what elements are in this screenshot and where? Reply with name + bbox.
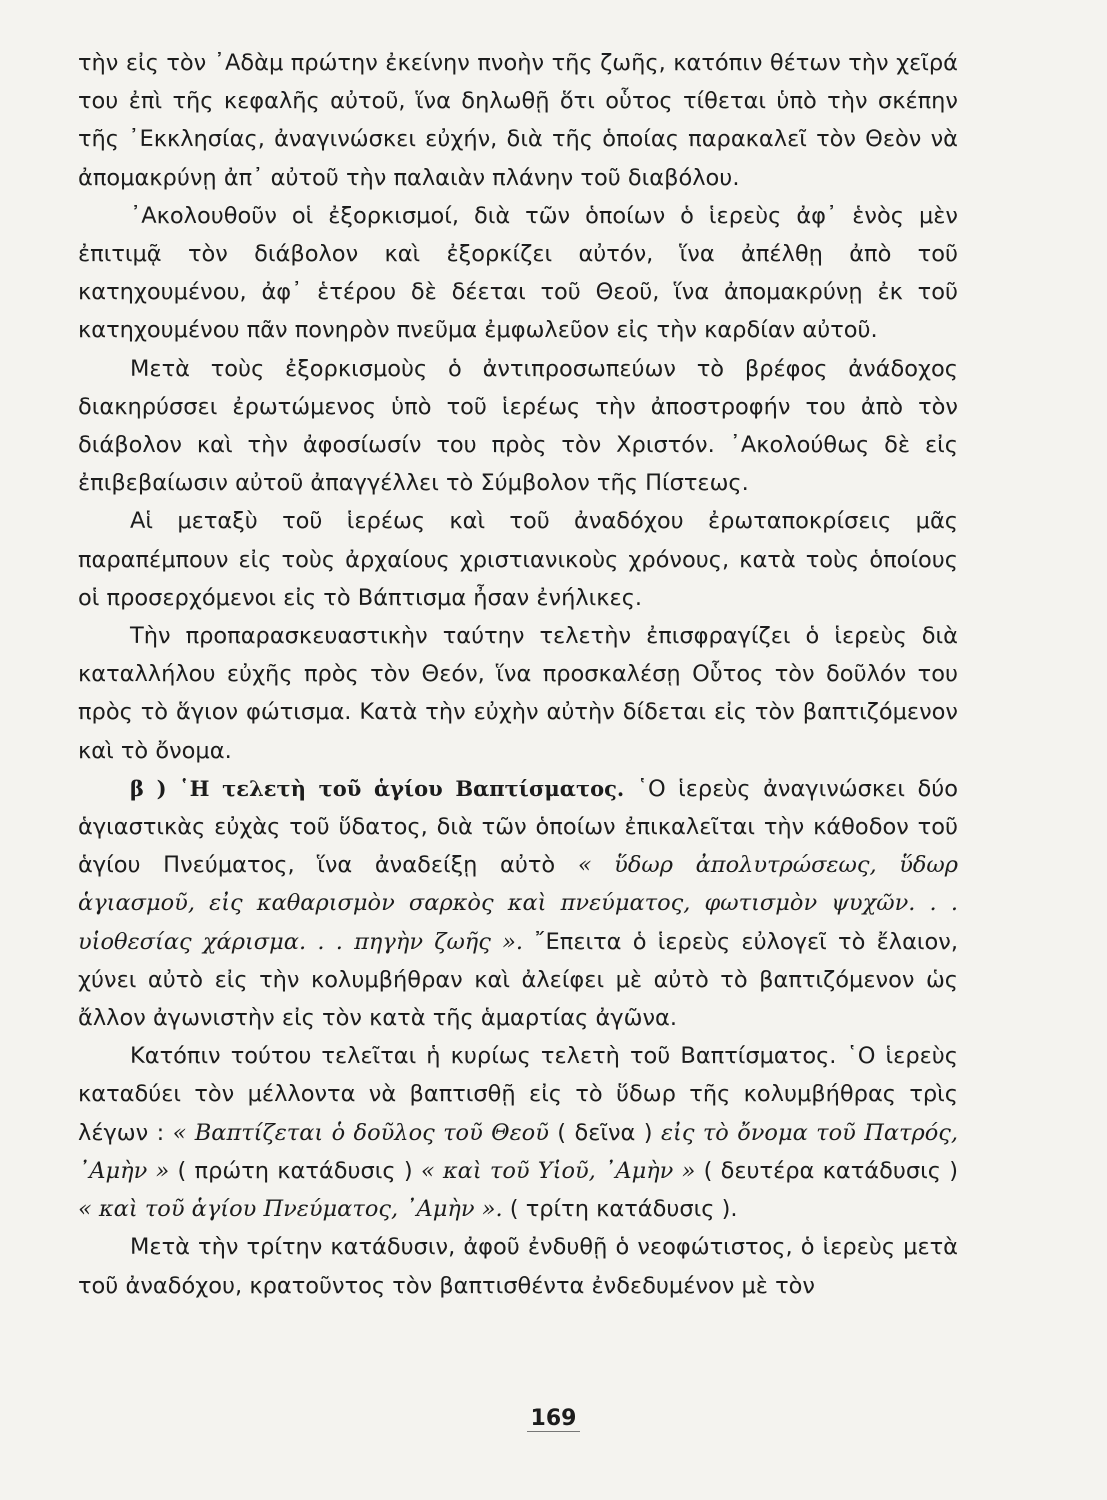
paragraph-3: Μετὰ τοὺς ἐξορκισμοὺς ὁ ἀντιπροσωπεύων τὸ βρέφος ἀνάδοχος διακηρύσσει ἐρωτώμενος ὑπὸ τοῦ ἱερέως τὴν ἀποστροφήν του ἀπὸ τὸν διάβολον καὶ τὴν ἀφοσίωσίν του πρὸς τὸν Χριστόν. ᾿Ακολούθως δὲ εἰς ἐπιβεβαίωσιν αὐτοῦ ἀπαγγέλλει τὸ Σύμβολον τῆς Πίστεως. bbox=[78, 355, 958, 497]
paragraph-7-text-a: Κατόπιν τούτου τελεῖται ἡ κυρίως τελετὴ τοῦ Βαπτίσματος. ῾Ο ἱερεὺς καταδύει τὸν μέλλοντα νὰ βαπτισθῇ εἰς τὸ ὕδωρ τῆς κολυμβήθρας τρὶς λέγων : bbox=[78, 1043, 958, 1146]
paragraph-7-text-b: ( δεῖνα ) bbox=[548, 1119, 661, 1146]
paragraph-6-quote: « ὕδωρ ἀπολυτρώσεως, ὕδωρ ἁγιασμοῦ, εἰς καθαρισμὸν σαρκὸς καὶ πνεύματος, φωτισμὸν ψυχῶν. . . υἱοθεσίας χάρισμα. . . πηγὴν ζωῆς ». bbox=[78, 852, 959, 955]
paragraph-5: Τὴν προπαρασκευαστικὴν ταύτην τελετὴν ἐπισφραγίζει ὁ ἱερεὺς διὰ καταλλήλου εὐχῆς πρὸς τὸν Θεόν, ἵνα προσκαλέσῃ Οὗτος τὸν δοῦλόν του πρὸς τὸ ἅγιον φώτισμα. Κατὰ τὴν εὐχὴν αὐτὴν δίδεται εἰς τὸν βαπτιζόμενον καὶ τὸ ὄνομα. bbox=[78, 623, 958, 764]
paragraph-7-text-e: ( τρίτη κατάδυσις ). bbox=[502, 1196, 738, 1223]
paragraph-8: Μετὰ τὴν τρίτην κατάδυσιν, ἀφοῦ ἐνδυθῇ ὁ νεοφώτιστος, ὁ ἱερεὺς μετὰ τοῦ ἀναδόχου, κρατοῦντος τὸν βαπτισθέντα ἐνδεδυμένον μὲ τὸν bbox=[78, 1234, 958, 1299]
paragraph-7-text-d: ( δευτέρα κατάδυσις ) bbox=[695, 1157, 958, 1184]
paragraph-7 bbox=[78, 1037, 958, 1228]
paragraph-6-text-b: ῎Επειτα ὁ ἱερεὺς εὐλογεῖ τὸ ἔλαιον, χύνει αὐτὸ εἰς τὴν κολυμβήθραν καὶ ἀλείφει μὲ αὐτὸ τὸ βαπτιζόμενον ὡς ἄλλον ἀγωνιστὴν εἰς τὸν κατὰ τῆς ἁμαρτίας ἀγῶνα. bbox=[78, 928, 958, 1032]
paragraph-6-text-a: ῾Ο ἱερεὺς ἀναγινώσκει δύο ἁγιαστικὰς εὐχὰς τοῦ ὕδατος, διὰ τῶν ὁποίων ἐπικαλεῖται τὴν κάθοδον τοῦ ἁγίου Πνεύματος, ἵνα ἀναδείξῃ αὐτὸ bbox=[78, 775, 958, 879]
paragraph-6 bbox=[78, 770, 958, 1037]
paragraph-7-text-c: ( πρώτη κατάδυσις ) bbox=[169, 1157, 421, 1184]
section-heading: β ) ῾Η τελετὴ τοῦ ἁγίου Βαπτίσματος. bbox=[130, 775, 625, 801]
page-number bbox=[0, 1406, 1107, 1431]
paragraph-2: ᾿Ακολουθοῦν οἱ ἐξορκισμοί, διὰ τῶν ὁποίων ὁ ἱερεὺς ἀφ᾿ ἑνὸς μὲν ἐπιτιμᾷ τὸν διάβολον καὶ ἐξορκίζει αὐτόν, ἵνα ἀπέλθῃ ἀπὸ τοῦ κατηχουμένου, ἀφ᾿ ἑτέρου δὲ δέεται τοῦ Θεοῦ, ἵνα ἀπομακρύνῃ ἐκ τοῦ κατηχουμένου πᾶν πονηρὸν πνεῦμα ἐμφωλεῦον εἰς τὴν καρδίαν αὐτοῦ. bbox=[78, 202, 958, 344]
paragraph-1: τὴν εἰς τὸν ᾿Αδὰμ πρώτην ἐκείνην πνοὴν τῆς ζωῆς, κατόπιν θέτων τὴν χεῖρά του ἐπὶ τῆς κεφαλῆς αὐτοῦ, ἵνα δηλωθῇ ὅτι οὗτος τίθεται ὑπὸ τὴν σκέπην τῆς ᾿Εκκλησίας, ἀναγινώσκει εὐχήν, διὰ τῆς ὁποίας παρακαλεῖ τὸν Θεὸν νὰ ἀπομακρύνῃ ἀπ᾿ αὐτοῦ τὴν παλαιὰν πλάνην τοῦ διαβόλου. bbox=[78, 50, 958, 191]
paragraph-7-quote-3: « καὶ τοῦ Υἱοῦ, ᾿Αμὴν » bbox=[420, 1157, 696, 1184]
paragraph-7-quote-1: « Βαπτίζεται ὁ δοῦλος τοῦ Θεοῦ bbox=[172, 1119, 549, 1146]
paragraph-7-quote-4: « καὶ τοῦ ἁγίου Πνεύματος, ᾿Αμὴν ». bbox=[78, 1196, 503, 1223]
body-text bbox=[78, 44, 958, 1305]
paragraph-7-quote-2: εἰς τὸ ὄνομα τοῦ Πατρός, ᾿Αμὴν » bbox=[78, 1119, 959, 1184]
paragraph-4: Αἱ μεταξὺ τοῦ ἱερέως καὶ τοῦ ἀναδόχου ἐρωταποκρίσεις μᾶς παραπέμπουν εἰς τοὺς ἀρχαίους χριστιανικοὺς χρόνους, κατὰ τοὺς ὁποίους οἱ προσερχόμενοι εἰς τὸ Βάπτισμα ἦσαν ἐνήλικες. bbox=[78, 508, 958, 611]
page-number-value: 169 bbox=[527, 1406, 581, 1432]
